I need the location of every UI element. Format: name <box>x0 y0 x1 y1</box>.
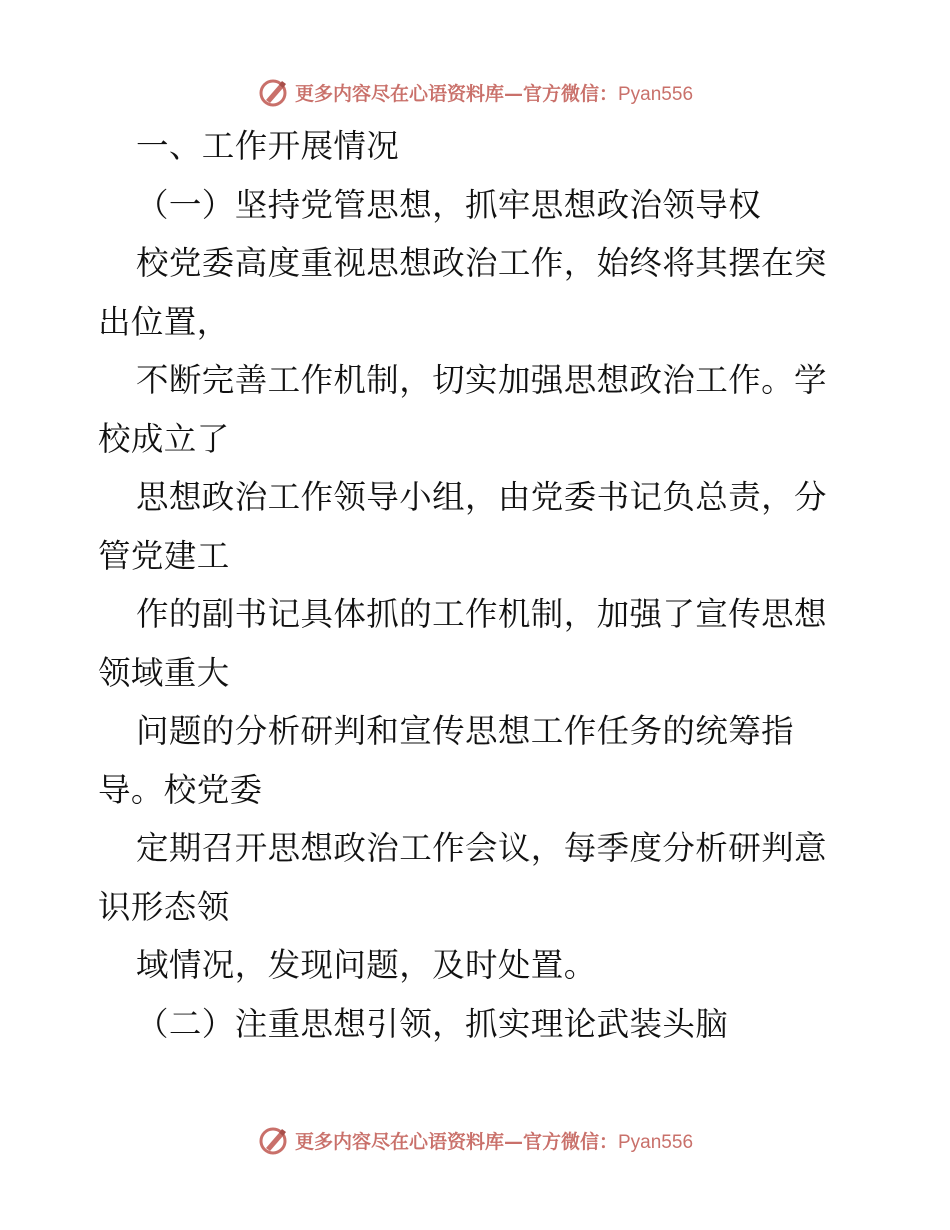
paragraph-line: 域情况，发现问题，及时处置。 <box>136 946 597 984</box>
paragraph-line: 导。校党委 <box>98 770 263 809</box>
paragraph-line: 作的副书记具体抓的工作机制，加强了宣传思想 <box>136 595 827 633</box>
header-watermark <box>0 72 950 112</box>
paragraph-line: 识形态领 <box>98 887 230 926</box>
paragraph-line: 出位置， <box>98 302 230 341</box>
document-body <box>98 117 858 1053</box>
footer-watermark <box>0 1120 950 1160</box>
paragraph-line: 思想政治工作领导小组，由党委书记负总责，分 <box>136 478 827 516</box>
subsection-heading: （二）注重思想引领，抓实理论武装头脑 <box>136 1004 729 1043</box>
section-heading: 一、工作开展情况 <box>136 127 400 165</box>
watermark-text: 更多内容尽在心语资料库—官方微信：Pyan556 <box>294 82 694 105</box>
paragraph-line: 校成立了 <box>98 419 230 458</box>
pen-seal-icon <box>257 1124 289 1156</box>
paragraph-line: 校党委高度重视思想政治工作，始终将其摆在突 <box>136 244 827 282</box>
paragraph-line: 领域重大 <box>98 653 230 692</box>
paragraph-line: 问题的分析研判和宣传思想工作任务的统筹指 <box>136 712 795 750</box>
paragraph-line: 不断完善工作机制，切实加强思想政治工作。学 <box>136 361 827 399</box>
subsection-heading: （一）坚持党管思想，抓牢思想政治领导权 <box>136 185 762 224</box>
watermark-text: 更多内容尽在心语资料库—官方微信：Pyan556 <box>294 1130 694 1153</box>
paragraph-line: 管党建工 <box>98 536 230 575</box>
paragraph-line: 定期召开思想政治工作会议，每季度分析研判意 <box>136 829 827 867</box>
pen-seal-icon <box>257 76 289 108</box>
